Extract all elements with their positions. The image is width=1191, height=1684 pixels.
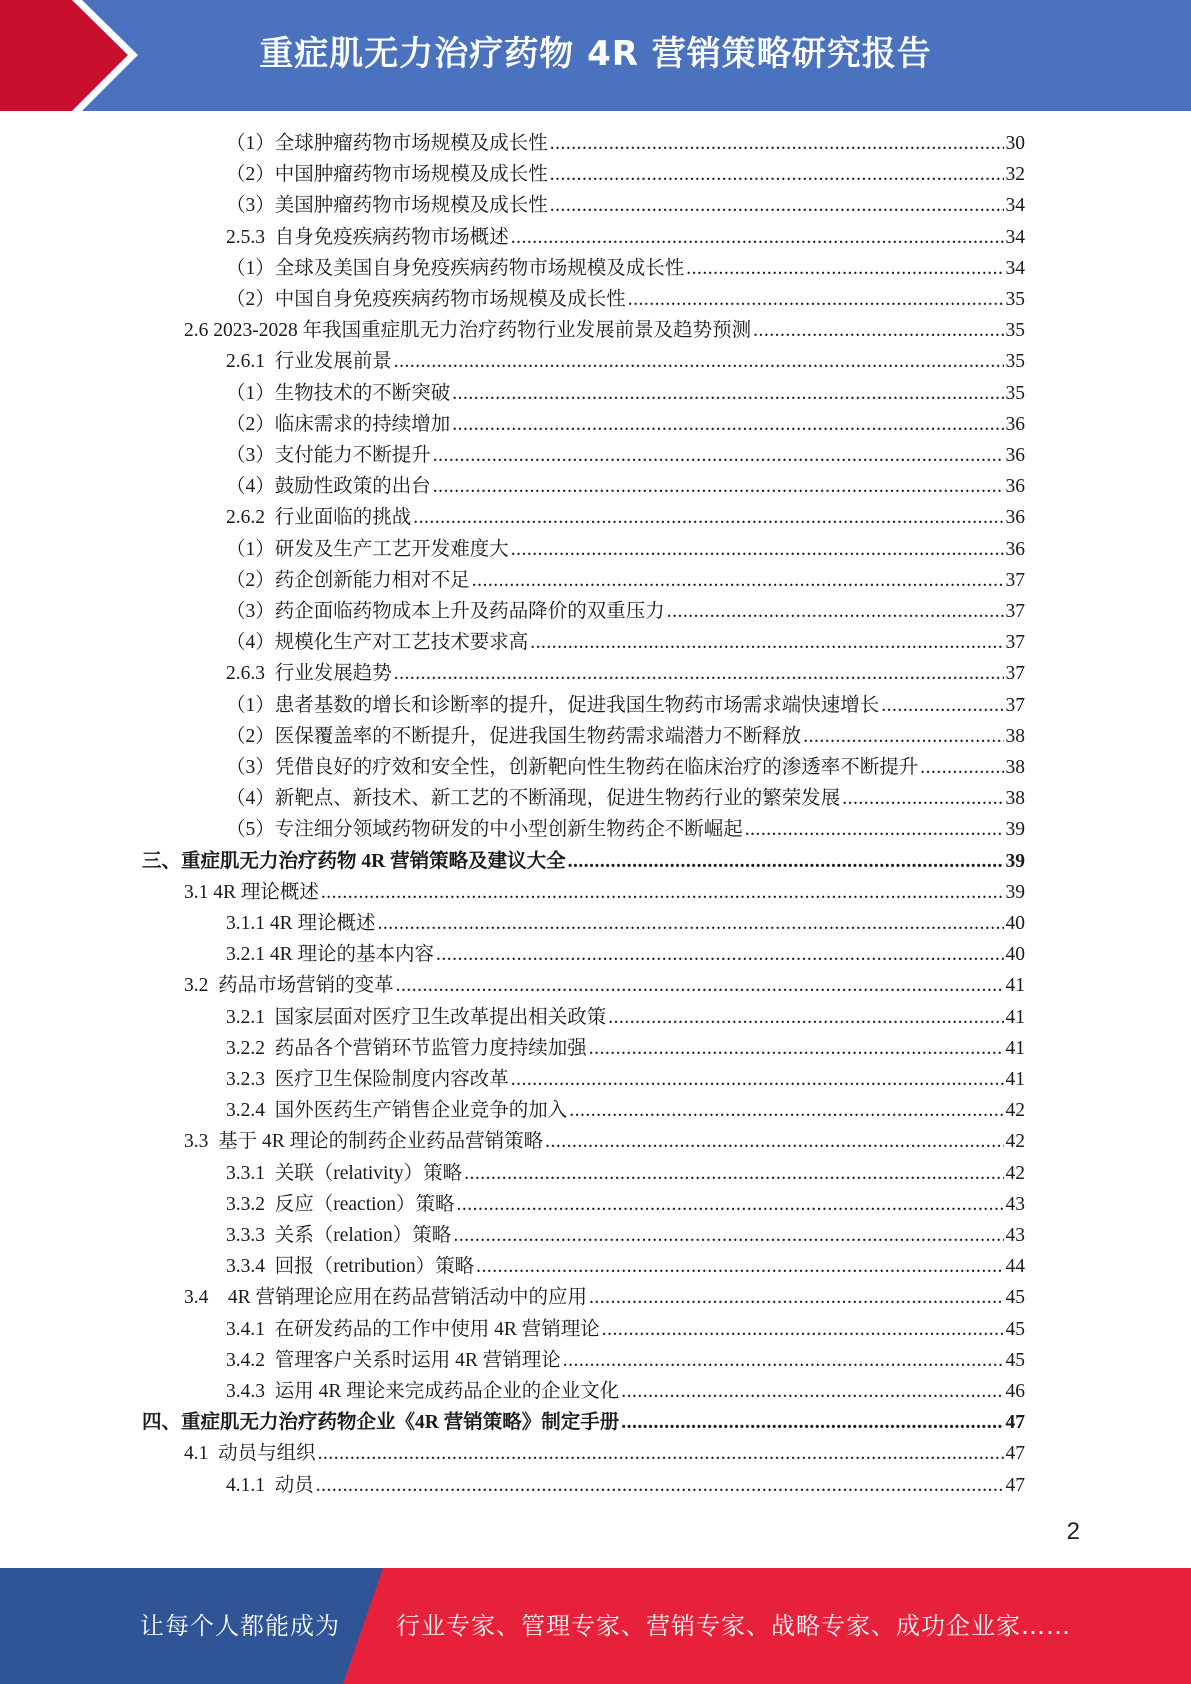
toc-entry-label: 3.2.4 国外医药生产销售企业竞争的加入 bbox=[226, 1100, 568, 1122]
toc-entry-page: 45 bbox=[1005, 1287, 1025, 1309]
toc-entry-page: 41 bbox=[1005, 1037, 1025, 1059]
toc-entry-page: 34 bbox=[1005, 195, 1025, 217]
toc-leader-dots bbox=[667, 598, 1004, 626]
toc-leader-dots bbox=[453, 1222, 1003, 1250]
toc-entry-label: 3.4.2 管理客户关系时运用 4R 营销理论 bbox=[226, 1349, 561, 1371]
toc-leader-dots bbox=[589, 1035, 1004, 1063]
toc-entry[interactable] bbox=[226, 782, 1025, 813]
toc-entry-label: （3）支付能力不断提升 bbox=[226, 445, 431, 466]
toc-entry[interactable] bbox=[226, 720, 1025, 751]
toc-entry[interactable] bbox=[226, 127, 1025, 158]
toc-entry-label: （3）美国肿瘤药物市场规模及成长性 bbox=[226, 195, 548, 217]
toc-entry-page: 43 bbox=[1005, 1193, 1025, 1215]
toc-entry[interactable] bbox=[184, 1281, 1025, 1312]
toc-leader-dots bbox=[530, 629, 1003, 657]
toc-entry[interactable] bbox=[226, 439, 1025, 470]
toc-entry-page: 38 bbox=[1005, 757, 1025, 778]
toc-entry-label: 3.3.4 回报（retribution）策略 bbox=[226, 1256, 475, 1278]
toc-entry-label: （3）药企面临药物成本上升及药品降价的双重压力 bbox=[226, 601, 665, 622]
toc-entry-page: 47 bbox=[1005, 1412, 1025, 1434]
toc-entry-label: 3.1 4R 理论概述 bbox=[184, 881, 319, 903]
toc-entry-page: 43 bbox=[1005, 1225, 1025, 1246]
page-number: 2 bbox=[1066, 1518, 1080, 1545]
toc-entry-page: 37 bbox=[1005, 694, 1025, 716]
report-title: 重症肌无力治疗药物 4R 营销策略研究报告 bbox=[259, 34, 932, 74]
toc-entry[interactable] bbox=[226, 1032, 1025, 1063]
toc-leader-dots bbox=[569, 1097, 1003, 1125]
toc-entry-page: 41 bbox=[1005, 1069, 1025, 1090]
toc-leader-dots bbox=[628, 286, 1004, 314]
toc-entry[interactable] bbox=[226, 938, 1025, 969]
toc-entry-page: 40 bbox=[1005, 913, 1025, 934]
toc-leader-dots bbox=[621, 1378, 1003, 1406]
toc-leader-dots bbox=[452, 411, 1003, 439]
toc-entry-page: 36 bbox=[1005, 507, 1025, 529]
toc-entry-label: （1）全球肿瘤药物市场规模及成长性 bbox=[226, 133, 548, 154]
toc-leader-dots bbox=[394, 660, 1004, 688]
toc-entry[interactable] bbox=[226, 345, 1025, 376]
toc-leader-dots bbox=[563, 1347, 1004, 1375]
toc-leader-dots bbox=[589, 1284, 1003, 1312]
toc-entry-label: （2）中国自身免疫疾病药物市场规模及成长性 bbox=[226, 289, 626, 310]
toc-entry-label: （4）新靶点、新技术、新工艺的不断涌现，促进生物药行业的繁荣发展 bbox=[226, 788, 841, 810]
toc-entry-page: 36 bbox=[1005, 445, 1025, 466]
toc-entry-page: 39 bbox=[1005, 850, 1025, 872]
toc-entry[interactable] bbox=[226, 283, 1025, 314]
toc-entry-label: （3）凭借良好的疗效和安全性，创新靶向性生物药在临床治疗的渗透率不断提升 bbox=[226, 757, 919, 778]
toc-leader-dots bbox=[568, 848, 1004, 876]
toc-entry[interactable] bbox=[184, 969, 1025, 1000]
toc-entry-page: 47 bbox=[1005, 1474, 1025, 1496]
toc-entry-page: 35 bbox=[1005, 289, 1025, 310]
toc-entry-page: 42 bbox=[1005, 1100, 1025, 1122]
footer-banner bbox=[0, 1568, 1191, 1684]
toc-entry-page: 30 bbox=[1005, 133, 1025, 154]
toc-entry[interactable] bbox=[226, 813, 1025, 844]
toc-entry-label: 4.1.1 动员 bbox=[226, 1474, 314, 1496]
toc-entry[interactable] bbox=[226, 470, 1025, 501]
toc-leader-dots bbox=[396, 972, 1004, 1000]
toc-leader-dots bbox=[920, 754, 1003, 782]
footer-tagline-right: 行业专家、管理专家、营销专家、战略专家、成功企业家…… bbox=[396, 1612, 1071, 1640]
toc-entry-label: 2.6.1 行业发展前景 bbox=[226, 351, 392, 373]
toc-entry-label: （4）规模化生产对工艺技术要求高 bbox=[226, 632, 529, 654]
toc-entry-label: （1）研发及生产工艺开发难度大 bbox=[226, 538, 509, 560]
toc-entry[interactable] bbox=[226, 1188, 1025, 1219]
toc-entry[interactable] bbox=[184, 876, 1025, 907]
toc-entry-label: 3.3.3 关系（relation）策略 bbox=[226, 1225, 452, 1246]
toc-leader-dots bbox=[511, 1066, 1004, 1094]
toc-leader-dots bbox=[436, 941, 1003, 969]
toc-entry-page: 32 bbox=[1005, 164, 1025, 186]
toc-leader-dots bbox=[745, 816, 1004, 844]
toc-leader-dots bbox=[433, 442, 1004, 470]
toc-entry[interactable] bbox=[226, 377, 1025, 408]
toc-entry-page: 45 bbox=[1005, 1349, 1025, 1371]
toc-entry-page: 37 bbox=[1005, 569, 1025, 591]
toc-leader-dots bbox=[321, 879, 1004, 907]
toc-entry-page: 39 bbox=[1005, 819, 1025, 841]
toc-entry[interactable] bbox=[226, 1094, 1025, 1125]
toc-entry[interactable] bbox=[226, 1375, 1025, 1406]
toc-entry-label: （1）生物技术的不断突破 bbox=[226, 382, 451, 404]
toc-leader-dots bbox=[881, 692, 1003, 720]
toc-entry[interactable] bbox=[226, 1344, 1025, 1375]
toc-entry-label: （4）鼓励性政策的出台 bbox=[226, 476, 431, 498]
toc-entry[interactable] bbox=[142, 845, 1025, 876]
toc-leader-dots bbox=[803, 723, 1003, 751]
toc-leader-dots bbox=[318, 1440, 1004, 1468]
toc-entry-page: 35 bbox=[1005, 320, 1025, 342]
toc-entry-label: 三、重症肌无力治疗药物 4R 营销策略及建议大全 bbox=[142, 850, 566, 872]
footer-tagline-left: 让每个人都能成为 bbox=[140, 1612, 340, 1640]
toc-entry-label: 3.4.3 运用 4R 理论来完成药品企业的企业文化 bbox=[226, 1381, 620, 1402]
toc-leader-dots bbox=[413, 504, 1003, 532]
toc-entry-page: 36 bbox=[1005, 476, 1025, 498]
toc-leader-dots bbox=[511, 224, 1004, 252]
toc-entry[interactable] bbox=[226, 533, 1025, 564]
report-header-banner bbox=[0, 0, 1191, 111]
toc-entry-label: 3.4 4R 营销理论应用在药品营销活动中的应用 bbox=[184, 1287, 588, 1309]
toc-leader-dots bbox=[452, 380, 1003, 408]
toc-entry-label: 3.2.1 国家层面对医疗卫生改革提出相关政策 bbox=[226, 1006, 607, 1028]
toc-entry-page: 34 bbox=[1005, 257, 1025, 279]
toc-entry-label: 3.4.1 在研发药品的工作中使用 4R 营销理论 bbox=[226, 1318, 600, 1340]
toc-entry-page: 37 bbox=[1005, 632, 1025, 654]
toc-entry[interactable] bbox=[226, 595, 1025, 626]
toc-entry-page: 40 bbox=[1005, 944, 1025, 966]
toc-entry[interactable] bbox=[184, 314, 1025, 345]
toc-entry[interactable] bbox=[226, 689, 1025, 720]
toc-entry-page: 37 bbox=[1005, 663, 1025, 685]
toc-leader-dots bbox=[464, 1160, 1003, 1188]
toc-entry[interactable] bbox=[226, 1157, 1025, 1188]
toc-entry[interactable] bbox=[226, 751, 1025, 782]
toc-entry-page: 34 bbox=[1005, 226, 1025, 248]
toc-entry-page: 42 bbox=[1005, 1162, 1025, 1184]
toc-entry-label: 2.6 2023-2028 年我国重症肌无力治疗药物行业发展前景及趋势预测 bbox=[184, 320, 752, 342]
toc-entry[interactable] bbox=[226, 1469, 1025, 1500]
toc-entry-page: 39 bbox=[1005, 881, 1025, 903]
toc-leader-dots bbox=[550, 130, 1004, 158]
toc-entry[interactable] bbox=[226, 189, 1025, 220]
toc-leader-dots bbox=[545, 1128, 1003, 1156]
toc-entry[interactable] bbox=[226, 252, 1025, 283]
toc-leader-dots bbox=[686, 255, 1003, 283]
toc-entry-label: （1）患者基数的增长和诊断率的提升，促进我国生物药市场需求端快速增长 bbox=[226, 694, 880, 716]
toc-leader-dots bbox=[842, 785, 1003, 813]
toc-entry-page: 41 bbox=[1005, 1006, 1025, 1028]
toc-entry-page: 38 bbox=[1005, 725, 1025, 747]
toc-entry-label: 3.2.1 4R 理论的基本内容 bbox=[226, 944, 435, 966]
toc-leader-dots bbox=[378, 910, 1004, 938]
toc-entry[interactable] bbox=[226, 158, 1025, 189]
toc-entry-label: 3.1.1 4R 理论概述 bbox=[226, 913, 376, 934]
toc-entry-page: 42 bbox=[1005, 1131, 1025, 1153]
toc-entry[interactable] bbox=[226, 907, 1025, 938]
toc-entry[interactable] bbox=[226, 408, 1025, 439]
toc-leader-dots bbox=[472, 567, 1004, 595]
toc-entry[interactable] bbox=[142, 1406, 1025, 1437]
toc-leader-dots bbox=[316, 1472, 1004, 1500]
toc-entry-label: （2）临床需求的持续增加 bbox=[226, 413, 451, 435]
toc-leader-dots bbox=[511, 536, 1004, 564]
toc-entry-page: 36 bbox=[1005, 538, 1025, 560]
toc-entry[interactable] bbox=[226, 1313, 1025, 1344]
toc-entry[interactable] bbox=[226, 1063, 1025, 1094]
toc-entry-label: 四、重症肌无力治疗药物企业《4R 营销策略》制定手册 bbox=[142, 1412, 620, 1434]
toc-entry[interactable] bbox=[226, 221, 1025, 252]
toc-entry-label: 3.3 基于 4R 理论的制药企业药品营销策略 bbox=[184, 1131, 544, 1153]
toc-entry-label: 4.1 动员与组织 bbox=[184, 1443, 316, 1465]
toc-entry[interactable] bbox=[226, 1001, 1025, 1032]
toc-entry[interactable] bbox=[226, 501, 1025, 532]
toc-entry-page: 37 bbox=[1005, 601, 1025, 622]
toc-leader-dots bbox=[457, 1191, 1004, 1219]
toc-entry-label: （5）专注细分领域药物研发的中小型创新生物药企不断崛起 bbox=[226, 819, 743, 841]
toc-entry-label: （2）药企创新能力相对不足 bbox=[226, 569, 470, 591]
toc-entry-page: 35 bbox=[1005, 351, 1025, 373]
toc-entry[interactable] bbox=[226, 1250, 1025, 1281]
toc-leader-dots bbox=[550, 192, 1004, 220]
toc-entry-label: 3.3.1 关联（relativity）策略 bbox=[226, 1162, 463, 1184]
toc-leader-dots bbox=[476, 1253, 1003, 1281]
toc-leader-dots bbox=[550, 161, 1004, 189]
toc-entry-label: 3.3.2 反应（reaction）策略 bbox=[226, 1193, 455, 1215]
toc-entry-page: 38 bbox=[1005, 788, 1025, 810]
toc-entry[interactable] bbox=[226, 657, 1025, 688]
toc-entry[interactable] bbox=[184, 1437, 1025, 1468]
toc-entry[interactable] bbox=[184, 1125, 1025, 1156]
toc-leader-dots bbox=[753, 317, 1003, 345]
toc-entry-label: 2.6.2 行业面临的挑战 bbox=[226, 507, 412, 529]
toc-entry-label: （1）全球及美国自身免疫疾病药物市场规模及成长性 bbox=[226, 257, 685, 279]
toc-entry-label: （2）中国肿瘤药物市场规模及成长性 bbox=[226, 164, 548, 186]
toc-entry-label: （2）医保覆盖率的不断提升，促进我国生物药需求端潜力不断释放 bbox=[226, 725, 802, 747]
toc-leader-dots bbox=[608, 1004, 1003, 1032]
toc-leader-dots bbox=[433, 473, 1004, 501]
toc-entry-page: 35 bbox=[1005, 382, 1025, 404]
toc-entry-page: 46 bbox=[1005, 1381, 1025, 1402]
toc-entry[interactable] bbox=[226, 564, 1025, 595]
toc-entry-label: 3.2 药品市场营销的变革 bbox=[184, 975, 394, 997]
toc-entry-label: 2.6.3 行业发展趋势 bbox=[226, 663, 392, 685]
toc-entry-label: 3.2.3 医疗卫生保险制度内容改革 bbox=[226, 1069, 509, 1090]
toc-entry-page: 41 bbox=[1005, 975, 1025, 997]
toc-entry-page: 47 bbox=[1005, 1443, 1025, 1465]
toc-leader-dots bbox=[394, 348, 1004, 376]
toc-entry-page: 45 bbox=[1005, 1318, 1025, 1340]
toc-leader-dots bbox=[621, 1409, 1003, 1437]
toc-entry-label: 2.5.3 自身免疫疾病药物市场概述 bbox=[226, 226, 509, 248]
toc-entry[interactable] bbox=[226, 626, 1025, 657]
toc-entry-page: 36 bbox=[1005, 413, 1025, 435]
toc-entry[interactable] bbox=[226, 1219, 1025, 1250]
toc-entry-page: 44 bbox=[1005, 1256, 1025, 1278]
header-chevron-graphic bbox=[0, 0, 160, 111]
toc-leader-dots bbox=[602, 1316, 1004, 1344]
toc-entry-label: 3.2.2 药品各个营销环节监管力度持续加强 bbox=[226, 1037, 587, 1059]
